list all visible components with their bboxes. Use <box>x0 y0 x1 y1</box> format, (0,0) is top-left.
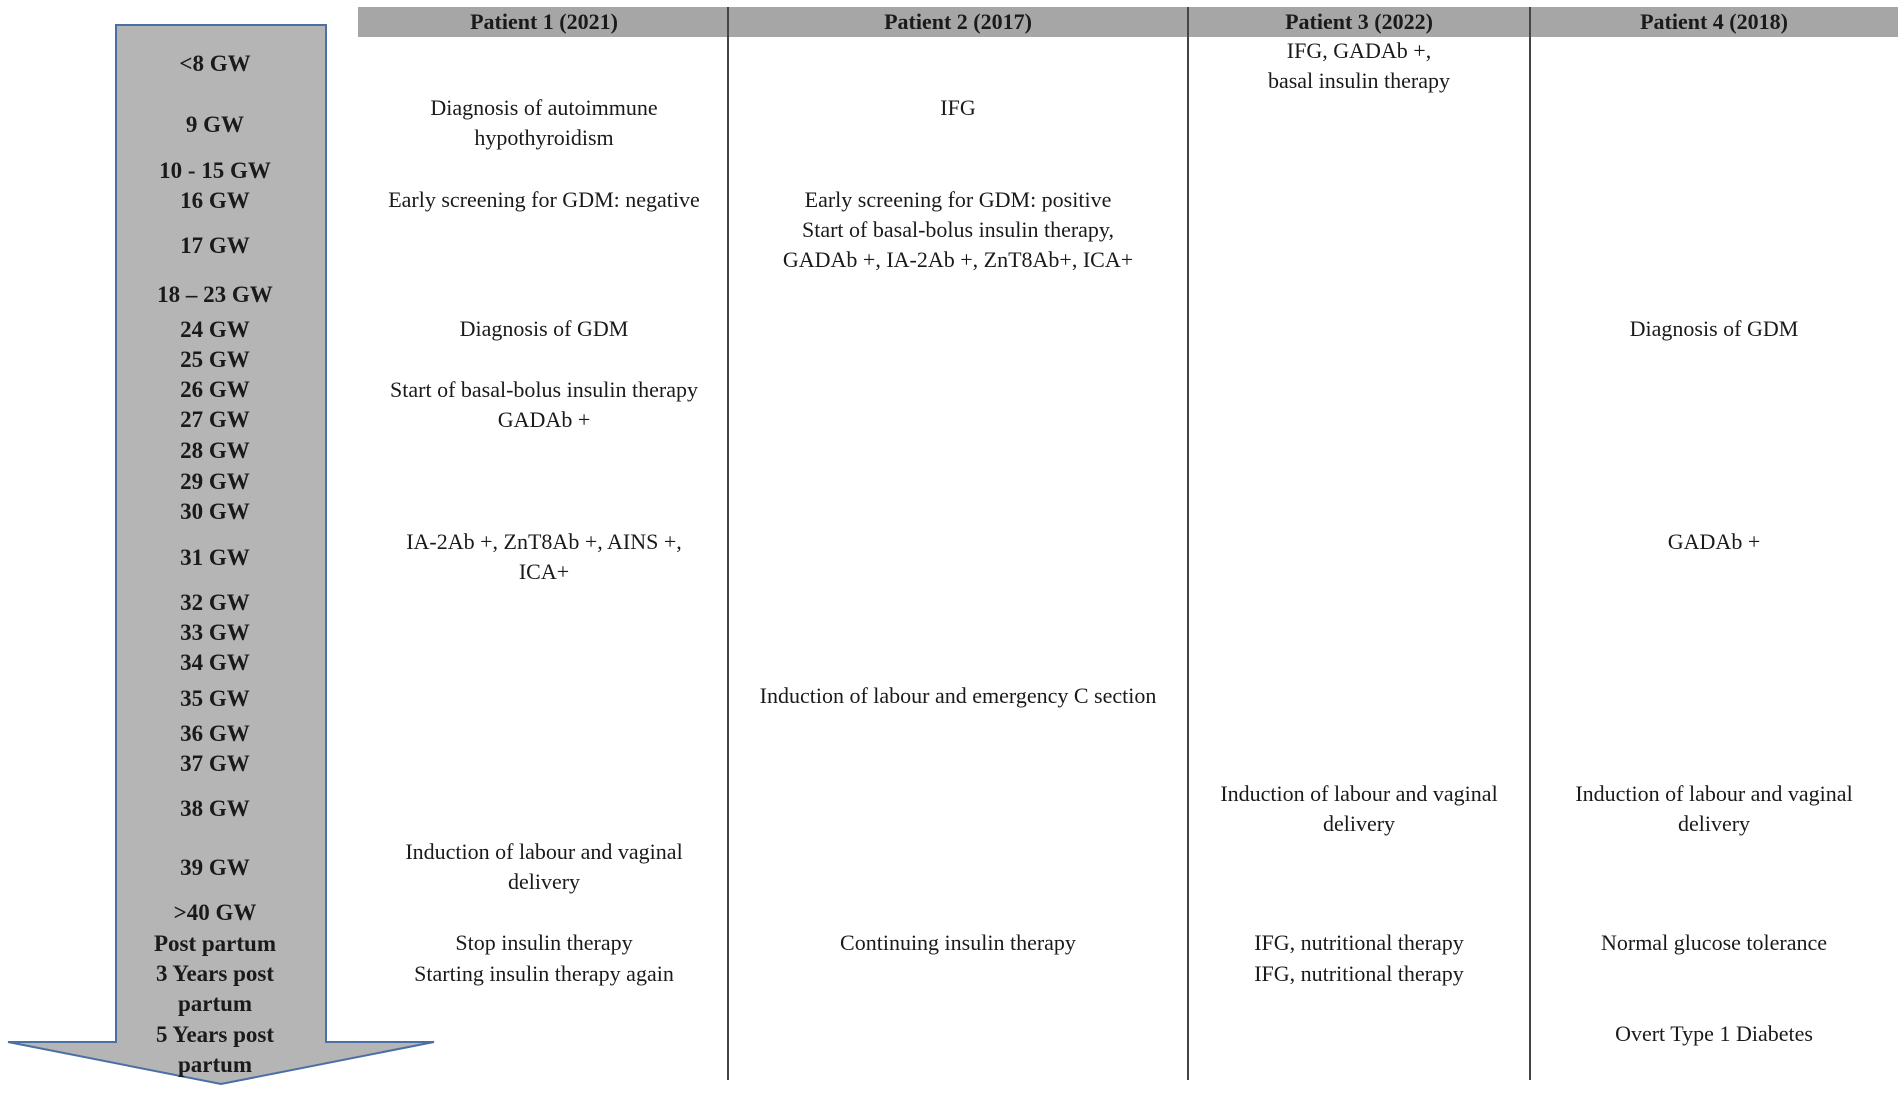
week-label: 28 GW <box>180 438 250 463</box>
p2-event-postpartum: Continuing insulin therapy <box>840 930 1076 955</box>
p1-event-antibodies: IA-2Ab +, ZnT8Ab +, AINS +, ICA+ <box>406 529 682 584</box>
p2-event-delivery: Induction of labour and emergency C section <box>759 683 1157 708</box>
week-label: >40 GW <box>173 900 257 925</box>
column-divider <box>1187 7 1189 1080</box>
week-label: 31 GW <box>180 545 250 570</box>
week-label: 29 GW <box>180 469 250 494</box>
week-label: 5 Years post partum <box>156 1022 274 1077</box>
week-label: 10 - 15 GW <box>159 158 271 183</box>
p3-event-3y-postpartum: IFG, nutritional therapy <box>1254 961 1464 986</box>
p2-event-screening-insulin-antibodies: Early screening for GDM: positive Start of basal-bolus insulin therapy, GADAb +, IA-2Ab +, ZnT8Ab+, ICA+ <box>782 187 1134 272</box>
week-label: 32 GW <box>180 590 250 615</box>
p4-event-postpartum: Normal glucose tolerance <box>1600 930 1827 955</box>
p1-event-insulin-start: Start of basal-bolus insulin therapy GADAb + <box>390 377 698 432</box>
column-header-patient-1: Patient 1 (2021) <box>470 9 618 34</box>
p4-event-5y-postpartum: Overt Type 1 Diabetes <box>1615 1021 1813 1046</box>
week-label: Post partum <box>153 931 277 956</box>
week-label: 33 GW <box>180 620 250 645</box>
week-label: 3 Years post partum <box>156 961 274 1016</box>
week-label: 38 GW <box>180 796 250 821</box>
p3-event-ifg-gadab: IFG, GADAb +, basal insulin therapy <box>1267 38 1451 93</box>
p4-event-delivery: Induction of labour and vaginal delivery <box>1575 781 1853 836</box>
column-divider <box>727 7 729 1080</box>
week-label: 17 GW <box>180 233 250 258</box>
p1-event-autoimmune-hypothyroidism: Diagnosis of autoimmune hypothyroidism <box>430 95 658 150</box>
column-divider <box>1529 7 1531 1080</box>
week-label: 18 – 23 GW <box>157 282 273 307</box>
p4-event-gadab: GADAb + <box>1667 529 1761 554</box>
week-label: 26 GW <box>180 377 250 402</box>
p3-event-postpartum: IFG, nutritional therapy <box>1254 930 1464 955</box>
p1-event-gdm-diagnosis: Diagnosis of GDM <box>459 316 629 341</box>
week-label: 35 GW <box>180 686 250 711</box>
week-label: 16 GW <box>180 188 250 213</box>
p1-event-delivery: Induction of labour and vaginal delivery <box>405 839 683 894</box>
week-label: 34 GW <box>180 650 250 675</box>
p1-event-3y-postpartum: Starting insulin therapy again <box>414 961 674 986</box>
week-label: 37 GW <box>180 751 250 776</box>
week-label: 30 GW <box>180 499 250 524</box>
p4-event-gdm-diagnosis: Diagnosis of GDM <box>1629 316 1799 341</box>
p2-event-ifg: IFG <box>940 95 976 120</box>
week-label: 36 GW <box>180 721 250 746</box>
week-label: 25 GW <box>180 347 250 372</box>
column-header-patient-3: Patient 3 (2022) <box>1285 9 1433 34</box>
p3-event-delivery: Induction of labour and vaginal delivery <box>1220 781 1498 836</box>
week-label: 39 GW <box>180 855 250 880</box>
week-label: <8 GW <box>179 51 251 76</box>
column-header-patient-2: Patient 2 (2017) <box>884 9 1032 34</box>
column-header-patient-4: Patient 4 (2018) <box>1640 9 1788 34</box>
week-label: 24 GW <box>180 317 250 342</box>
p1-event-postpartum: Stop insulin therapy <box>455 930 633 955</box>
p1-event-early-screening: Early screening for GDM: negative <box>388 187 700 212</box>
week-label: 9 GW <box>185 112 245 137</box>
week-label: 27 GW <box>180 407 250 432</box>
